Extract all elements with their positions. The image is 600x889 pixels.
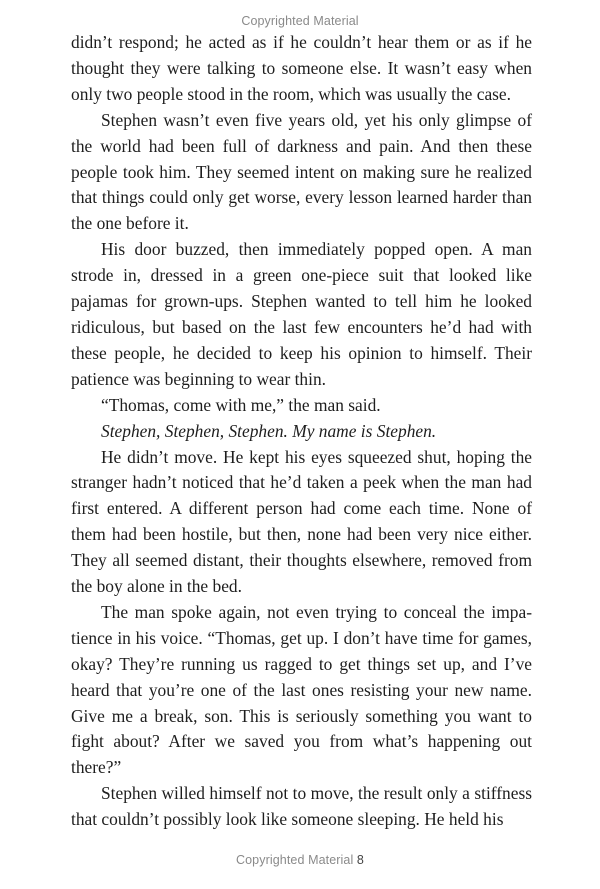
- page-number: 8: [356, 853, 364, 867]
- footer: [0, 853, 600, 867]
- paragraph-continued: didn’t respond; he acted as if he couldn’t hear them or as if he thought they were talking to someone else. It wasn’t easy when only two people stood in the room, which was usually the case.: [71, 32, 532, 104]
- paragraph-dialogue: “Thomas, come with me,” the man said.: [101, 394, 381, 415]
- paragraph: Stephen wasn’t even five years old, yet his only glimpse of the world had been full of darkness and pain. And then these people took him. They seemed intent on making sure he realized that things could only get worse, every lesson learned harder than the one before it.: [71, 109, 532, 234]
- copyright-watermark-bottom: Copyrighted Material: [236, 853, 354, 867]
- paragraph: Stephen willed himself not to move, the result only a stiffness that couldn’t possibly look like someone sleeping. He held his: [71, 783, 532, 830]
- paragraph: He didn’t move. He kept his eyes squeezed shut, hoping the stranger hadn’t noticed that he’d taken a peek when the man had first entered. A different person had come each time. None of them had been hostile, but then, none had been very nice either. They all seemed distant, their thoughts elsewhere, removed from the boy alone in the bed.: [71, 446, 532, 597]
- copyright-watermark-top: Copyrighted Material: [241, 14, 359, 28]
- paragraph-thought: Stephen, Stephen, Stephen. My name is Stephen.: [101, 420, 437, 441]
- page-body: [71, 30, 532, 833]
- paragraph: The man spoke again, not even trying to conceal the impatience in his voice. “Thomas, get up. I don’t have time for games, okay? They’re running us ragged to get things set up, and I’ve heard that you’re one of the last ones resisting your new name. Give me a break, son. This is seriously something you want to fight about? After we saved you from what’s happening out there?”: [71, 601, 532, 778]
- paragraph: His door buzzed, then immediately popped open. A man strode in, dressed in a green one-piece suit that looked like pajamas for grown-ups. Stephen wanted to tell him he looked ridiculous, but based on the last few encounters he’d had with these people, he decided to keep his opinion to himself. Their patience was beginning to wear thin.: [71, 239, 532, 389]
